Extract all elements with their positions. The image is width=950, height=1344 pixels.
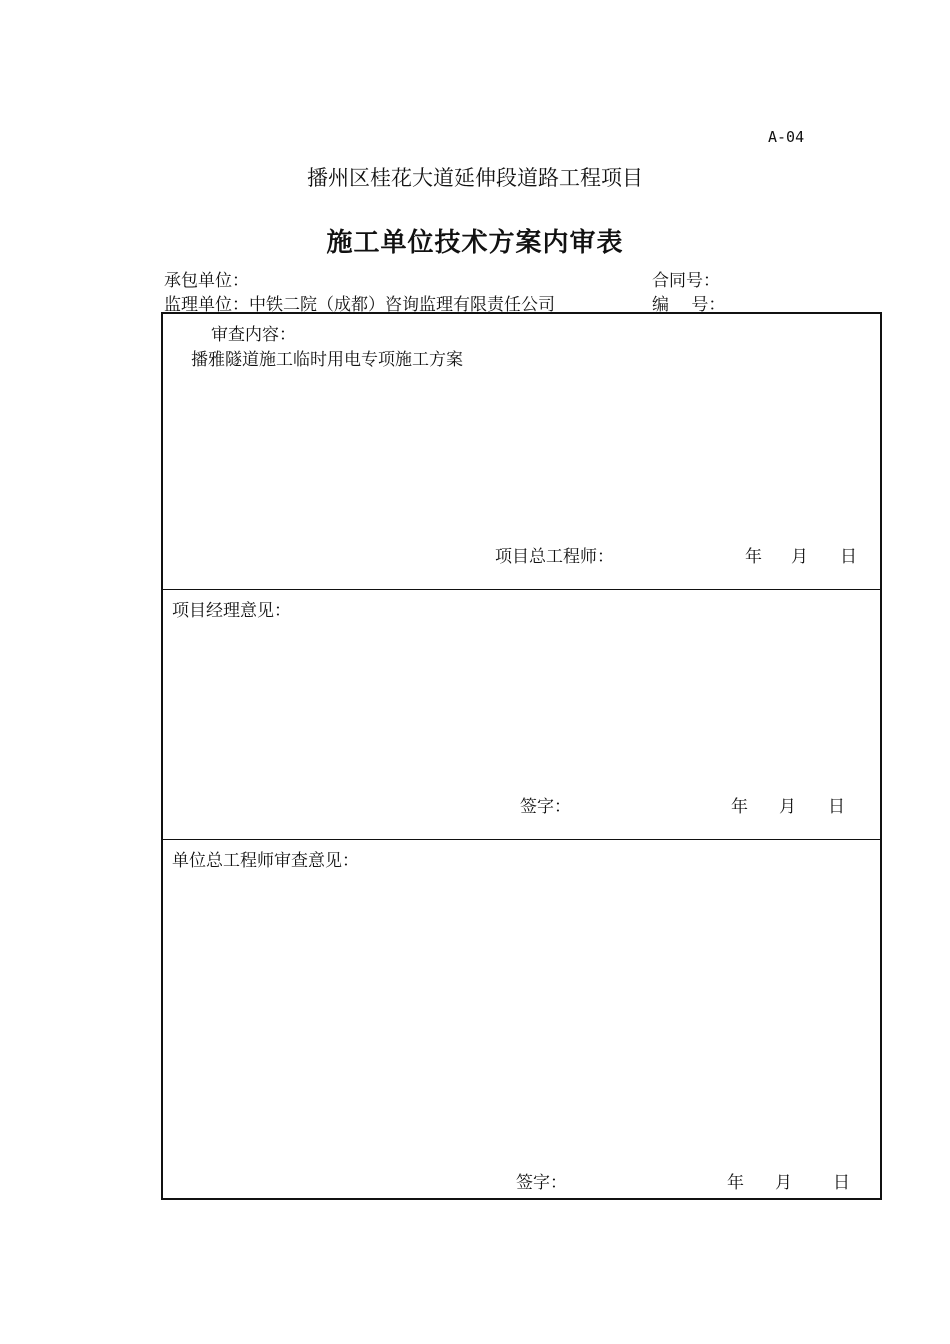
- month-label: 月: [791, 547, 808, 567]
- unit-chief-signer: 签字：: [516, 1173, 567, 1193]
- manager-signer: 签字：: [520, 797, 571, 817]
- day-label: 日: [828, 797, 845, 817]
- review-content-text: 播雅隧道施工临时用电专项施工方案: [191, 350, 463, 370]
- month-label: 月: [775, 1173, 792, 1193]
- number-label: 编 号：: [652, 295, 726, 315]
- unit-chief-opinion-label: 单位总工程师审查意见：: [172, 851, 359, 871]
- day-label: 日: [840, 547, 857, 567]
- review-content-section: [163, 314, 880, 590]
- contractor-label: 承包单位：: [164, 271, 249, 291]
- unit-chief-opinion-section: [163, 840, 880, 1200]
- form-code: A-04: [768, 128, 805, 146]
- project-name: 播州区桂花大道延伸段道路工程项目: [307, 166, 643, 190]
- contract-no-label: 合同号：: [652, 271, 720, 291]
- form-title: 施工单位技术方案内审表: [326, 228, 624, 258]
- manager-opinion-label: 项目经理意见：: [172, 601, 291, 621]
- review-content-label: 审查内容：: [211, 325, 296, 345]
- year-label: 年: [731, 797, 748, 817]
- chief-engineer-signer: 项目总工程师：: [495, 547, 614, 567]
- year-label: 年: [727, 1173, 744, 1193]
- year-label: 年: [745, 547, 762, 567]
- review-table: [161, 312, 882, 1200]
- month-label: 月: [779, 797, 796, 817]
- supervisor-label: 监理单位：中铁二院（成都）咨询监理有限责任公司: [164, 295, 555, 315]
- manager-opinion-section: [163, 590, 880, 840]
- day-label: 日: [833, 1173, 850, 1193]
